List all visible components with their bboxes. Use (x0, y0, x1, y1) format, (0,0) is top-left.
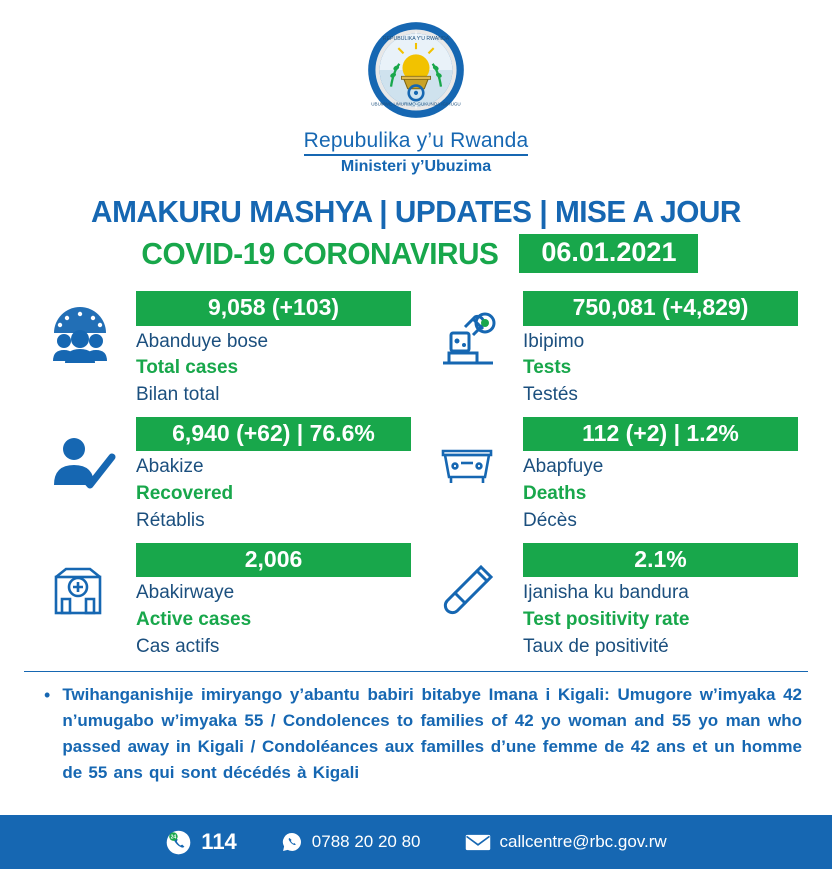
coffin-icon (421, 415, 513, 507)
person-check-icon (34, 415, 126, 507)
stat-card-active-cases (34, 541, 411, 659)
rwanda-coat-of-arms-icon (364, 18, 468, 122)
microscope-icon (421, 289, 513, 381)
stat-value: 2,006 (136, 543, 411, 578)
subtitle-covid: COVID-19 CORONAVIRUS (140, 235, 498, 271)
note-text: Twihanganishije imiryango y’abantu babiri bitabye Imana i Kigali: Umugore w’imyaka 42 n’umugabo w’imyaka 55 / Condolences to families of 42 yo woman and 55 yo man who passed away in Kigali / Condoléances aux familles d’une femme de 42 ans et un homme de 55 ans qui sont décédés à Kigali (62, 684, 802, 782)
stat-label-fr: Taux de positivité (523, 635, 669, 657)
svg-text:UBUMWE-UMURIMO-GUKUNDA IGIHUGU: UBUMWE-UMURIMO-GUKUNDA IGIHUGU (371, 101, 461, 107)
bullet-marker: • (44, 684, 51, 705)
stat-label-rw: Abanduye bose (136, 330, 269, 352)
people-group-icon (34, 289, 126, 381)
footer-whatsapp-label: 0788 20 20 80 (311, 832, 421, 851)
footer-item-phone[interactable] (165, 829, 237, 856)
stat-card-recovered (34, 415, 411, 533)
stat-label-en: Active cases (136, 609, 252, 631)
stat-label-fr: Testés (523, 384, 578, 406)
stat-card-deaths (421, 415, 798, 533)
footer-contact-bar (0, 815, 832, 869)
stat-label-rw: Ijanisha ku bandura (523, 582, 689, 604)
stat-label-en: Total cases (136, 357, 239, 379)
stat-label-rw: Abakirwaye (136, 582, 235, 604)
hospital-icon (34, 541, 126, 633)
envelope-icon (465, 833, 491, 852)
stat-label-rw: Ibipimo (523, 330, 585, 352)
stat-value: 2.1% (523, 543, 798, 578)
notes-section (0, 672, 832, 786)
stat-label-en: Deaths (523, 483, 587, 505)
stat-label-fr: Rétablis (136, 509, 205, 531)
stat-label-en: Recovered (136, 483, 234, 505)
country-line: Repubulika y’u Rwanda (304, 128, 529, 156)
stat-value: 112 (+2) | 1.2% (523, 417, 798, 452)
svg-text:REPUBULIKA Y'U RWANDA: REPUBULIKA Y'U RWANDA (382, 35, 450, 42)
stat-label-rw: Abakize (136, 456, 204, 478)
stat-label-rw: Abapfuye (523, 456, 604, 478)
svg-text:24: 24 (170, 833, 177, 840)
stat-value: 6,940 (+62) | 76.6% (136, 417, 411, 452)
date-badge: 06.01.2021 (519, 234, 698, 273)
stat-label-fr: Cas actifs (136, 635, 220, 657)
subtitle-row (0, 234, 832, 273)
stat-card-positivity-rate (421, 541, 798, 659)
page-title: AMAKURU MASHYA | UPDATES | MISE A JOUR (91, 194, 741, 229)
stat-label-en: Tests (523, 357, 572, 379)
stat-label-en: Test positivity rate (523, 609, 690, 631)
ministry-line: Ministeri y’Ubuzima (340, 158, 492, 175)
footer-item-email[interactable] (465, 832, 667, 852)
footer-item-whatsapp[interactable] (281, 831, 421, 853)
whatsapp-icon (281, 831, 303, 853)
stat-value: 750,081 (+4,829) (523, 291, 798, 326)
test-tube-icon (421, 541, 513, 633)
stat-card-total-cases (34, 289, 411, 407)
stat-label-fr: Décès (523, 509, 577, 531)
stat-label-fr: Bilan total (136, 384, 220, 406)
stat-card-tests (421, 289, 798, 407)
header (0, 0, 832, 176)
footer-email-label: callcentre@rbc.gov.rw (499, 832, 667, 851)
phone-24h-icon (165, 829, 192, 856)
stats-grid (0, 289, 832, 659)
stat-value: 9,058 (+103) (136, 291, 411, 326)
footer-phone-label: 114 (201, 829, 237, 854)
